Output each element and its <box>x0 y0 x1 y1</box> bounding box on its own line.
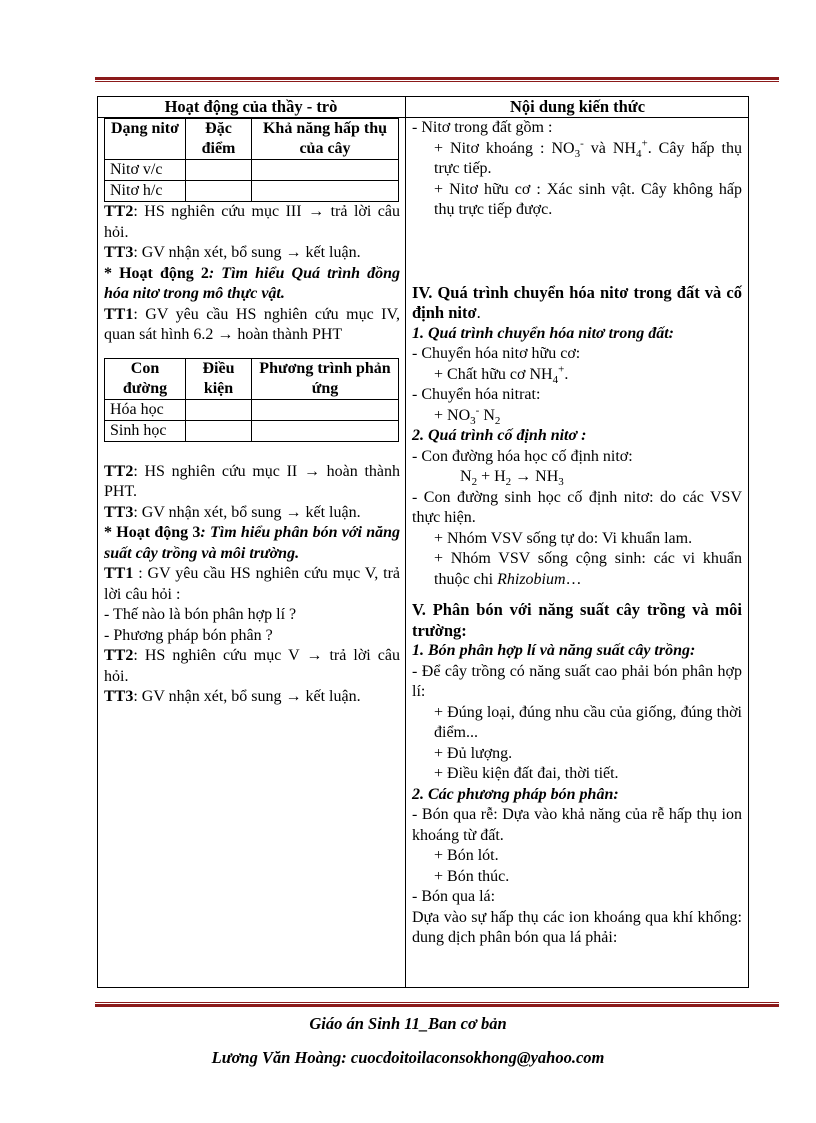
step-text: : HS nghiên cứu mục V → trả lời câu hỏi. <box>104 647 400 685</box>
subscript: 4 <box>635 147 642 160</box>
step-label: TT2 <box>104 462 134 480</box>
step-label: TT1 <box>104 565 134 582</box>
question-item: - Phương pháp bón phân ? <box>104 626 273 644</box>
content-line: - Nitơ trong đất gồm : <box>412 119 553 136</box>
step-label: TT3 <box>104 244 134 261</box>
subscript: 3 <box>558 476 564 489</box>
activity-title: : Tìm hiểu phân bón với năng suất cây trồng và môi trường. <box>104 524 400 562</box>
activity-label: * Hoạt động 2 <box>104 264 209 282</box>
table-cell <box>186 420 252 441</box>
step-paragraph <box>104 305 400 346</box>
step-text: : GV nhận xét, bổ sung → kết luận. <box>133 688 361 705</box>
content-line: + Đúng loại, đúng nhu cầu của giống, đúng thời điểm... <box>434 703 742 741</box>
header-rule-thin <box>95 81 779 82</box>
step-paragraph <box>104 687 400 708</box>
activity-label: * Hoạt động 3 <box>104 524 201 541</box>
content-line: - Để cây trồng có năng suất cao phải bón phân hợp lí: <box>412 662 742 700</box>
fixation-pathway-table <box>104 358 399 442</box>
table-header-cell: Khả năng hấp thụ của cây <box>252 119 399 160</box>
section-title-dot: . <box>476 303 481 322</box>
left-column-title: Hoạt động của thầy - trò <box>164 97 338 116</box>
table-cell <box>252 399 399 420</box>
content-line: Dựa vào sự hấp thụ các ion khoáng qua khí khổng: dung dịch phân bón qua lá phải: <box>412 908 742 946</box>
content-line <box>412 139 742 180</box>
table-row <box>105 160 399 181</box>
step-text: : GV yêu cầu HS nghiên cứu mục IV, quan sát hình 6.2 → hoàn thành PHT <box>104 305 400 343</box>
text-run: N <box>460 468 472 485</box>
text-run: và NH <box>583 139 636 157</box>
content-line: - Con đường hóa học cố định nitơ: <box>412 447 633 465</box>
table-header-cell: Dạng nitơ <box>105 119 186 160</box>
table-row <box>105 399 399 420</box>
content-line: - Bón qua rễ: Dựa vào khả năng của rễ hấp thụ ion khoáng từ đất. <box>412 806 742 844</box>
step-paragraph <box>104 202 400 243</box>
content-line: + Nitơ hữu cơ : Xác sinh vật. Cây không hấp thụ trực tiếp được. <box>434 180 742 218</box>
text-run: → NH <box>511 468 559 485</box>
table-header-cell: Con đường <box>105 358 186 399</box>
genus-name: Rhizobium <box>497 570 566 588</box>
text-run: + Nitơ khoáng : NO <box>434 139 575 157</box>
table-cell <box>252 181 399 202</box>
superscript: - <box>475 404 480 417</box>
knowledge-content <box>412 118 742 949</box>
content-line: + Điều kiện đất đai, thời tiết. <box>434 765 619 782</box>
table-cell: Nitơ v/c <box>105 160 186 181</box>
table-cell <box>186 181 252 202</box>
step-paragraph <box>104 646 400 687</box>
subsection-heading: 1. Bón phân hợp lí và năng suất cây trồng: <box>412 642 696 659</box>
step-label: TT2 <box>104 203 134 220</box>
footer-rule-thin <box>95 1002 779 1003</box>
subsection-heading: 2. Quá trình cố định nitơ : <box>412 427 587 444</box>
step-text: : HS nghiên cứu mục III → trả lời câu hỏi. <box>104 203 400 241</box>
step-text: : GV nhận xét, bổ sung → kết luận. <box>133 244 361 261</box>
teacher-student-activities <box>104 118 400 708</box>
question-item: - Thế nào là bón phân hợp lí ? <box>104 606 297 623</box>
subsection-heading: 2. Các phương pháp bón phân: <box>412 785 619 803</box>
content-line: + Chất hữu cơ $NH_4^+$. <box>434 363 569 386</box>
content-line: + Đủ lượng. <box>434 744 513 762</box>
table-header-row <box>105 358 399 399</box>
text-run: + NO <box>434 406 471 424</box>
nitrogen-form-table <box>104 118 399 202</box>
table-cell: Sinh học <box>105 420 186 441</box>
text-run: N <box>479 406 495 424</box>
subscript: 3 <box>574 147 581 160</box>
activity-heading <box>104 523 400 564</box>
table-header-cell: Điều kiện <box>186 358 252 399</box>
step-paragraph <box>104 243 400 264</box>
table-cell <box>252 160 399 181</box>
header-rule-thick <box>95 77 779 80</box>
section-title: IV. Quá trình chuyển hóa nitơ trong đất và cố định nitơ <box>412 282 742 322</box>
activity-heading <box>104 264 400 305</box>
footer-rule-thick <box>95 1004 779 1007</box>
superscript: + <box>558 363 565 376</box>
content-line: - Con đường sinh học cố định nitơ: do các VSV thực hiện. <box>412 488 742 526</box>
table-cell <box>186 160 252 181</box>
table-row <box>105 181 399 202</box>
section-heading <box>412 283 742 324</box>
subscript: 2 <box>471 476 478 489</box>
subscript: 2 <box>494 414 501 427</box>
text-run: . Cây hấp thụ trực tiếp. <box>434 139 742 177</box>
equation <box>412 467 742 488</box>
step-label: TT3 <box>104 688 134 705</box>
content-line: + Nhóm VSV sống tự do: Vi khuẩn lam. <box>434 529 693 547</box>
footer-course-title: Giáo án Sinh 11_Ban cơ bản <box>309 1014 507 1033</box>
text-run: + Nhóm VSV sống cộng sinh: các vi khuẩn thuộc chi <box>434 550 742 588</box>
step-text: : HS nghiên cứu mục II → hoàn thành PHT. <box>104 462 400 500</box>
table-cell <box>186 399 252 420</box>
column-divider <box>405 96 406 988</box>
step-label: TT2 <box>104 647 134 664</box>
content-line: - Chuyển hóa nitơ hữu cơ: <box>412 345 581 362</box>
right-column-title: Nội dung kiến thức <box>509 97 646 116</box>
footer-author-line: Lương Văn Hoàng: cuocdoitoilaconsokhong@yahoo.com <box>211 1048 605 1067</box>
table-header-row <box>105 119 399 160</box>
subscript: 3 <box>470 414 476 427</box>
step-text: : GV nhận xét, bổ sung → kết luận. <box>133 503 361 521</box>
subscript: 4 <box>552 373 559 386</box>
table-cell: Nitơ h/c <box>105 181 186 202</box>
table-header-cell: Phương trình phản ứng <box>252 358 399 399</box>
table-header-cell: Đặc điểm <box>186 119 252 160</box>
superscript: - <box>580 137 584 150</box>
table-cell: Hóa học <box>105 399 186 420</box>
step-text: : GV yêu cầu HS nghiên cứu mục V, trả lời câu hỏi : <box>104 565 400 603</box>
content-line: + Bón thúc. <box>434 867 510 885</box>
table-row <box>105 420 399 441</box>
step-label: TT3 <box>104 503 134 521</box>
section-heading: V. Phân bón với năng suất cây trồng và môi trường: <box>412 600 742 640</box>
text-run: + H <box>477 468 506 485</box>
superscript: + <box>641 137 648 150</box>
content-line <box>412 549 742 590</box>
content-line: - Chuyển hóa nitrat: <box>412 386 541 403</box>
text-run: + Chất hữu cơ NH <box>434 365 553 383</box>
step-paragraph <box>104 564 400 605</box>
step-paragraph <box>104 462 400 503</box>
content-line <box>412 406 742 427</box>
activity-title: : Tìm hiểu Quá trình đồng hóa nitơ trong mô thực vật. <box>104 264 400 302</box>
step-paragraph <box>104 503 400 524</box>
table-cell <box>252 420 399 441</box>
subscript: 2 <box>505 476 512 489</box>
text-run: … <box>565 570 582 588</box>
subsection-heading: 1. Quá trình chuyển hóa nitơ trong đất: <box>412 324 674 342</box>
step-label: TT1 <box>104 305 134 323</box>
content-line: - Bón qua lá: <box>412 888 496 905</box>
content-line: + Bón lót. <box>434 847 499 864</box>
